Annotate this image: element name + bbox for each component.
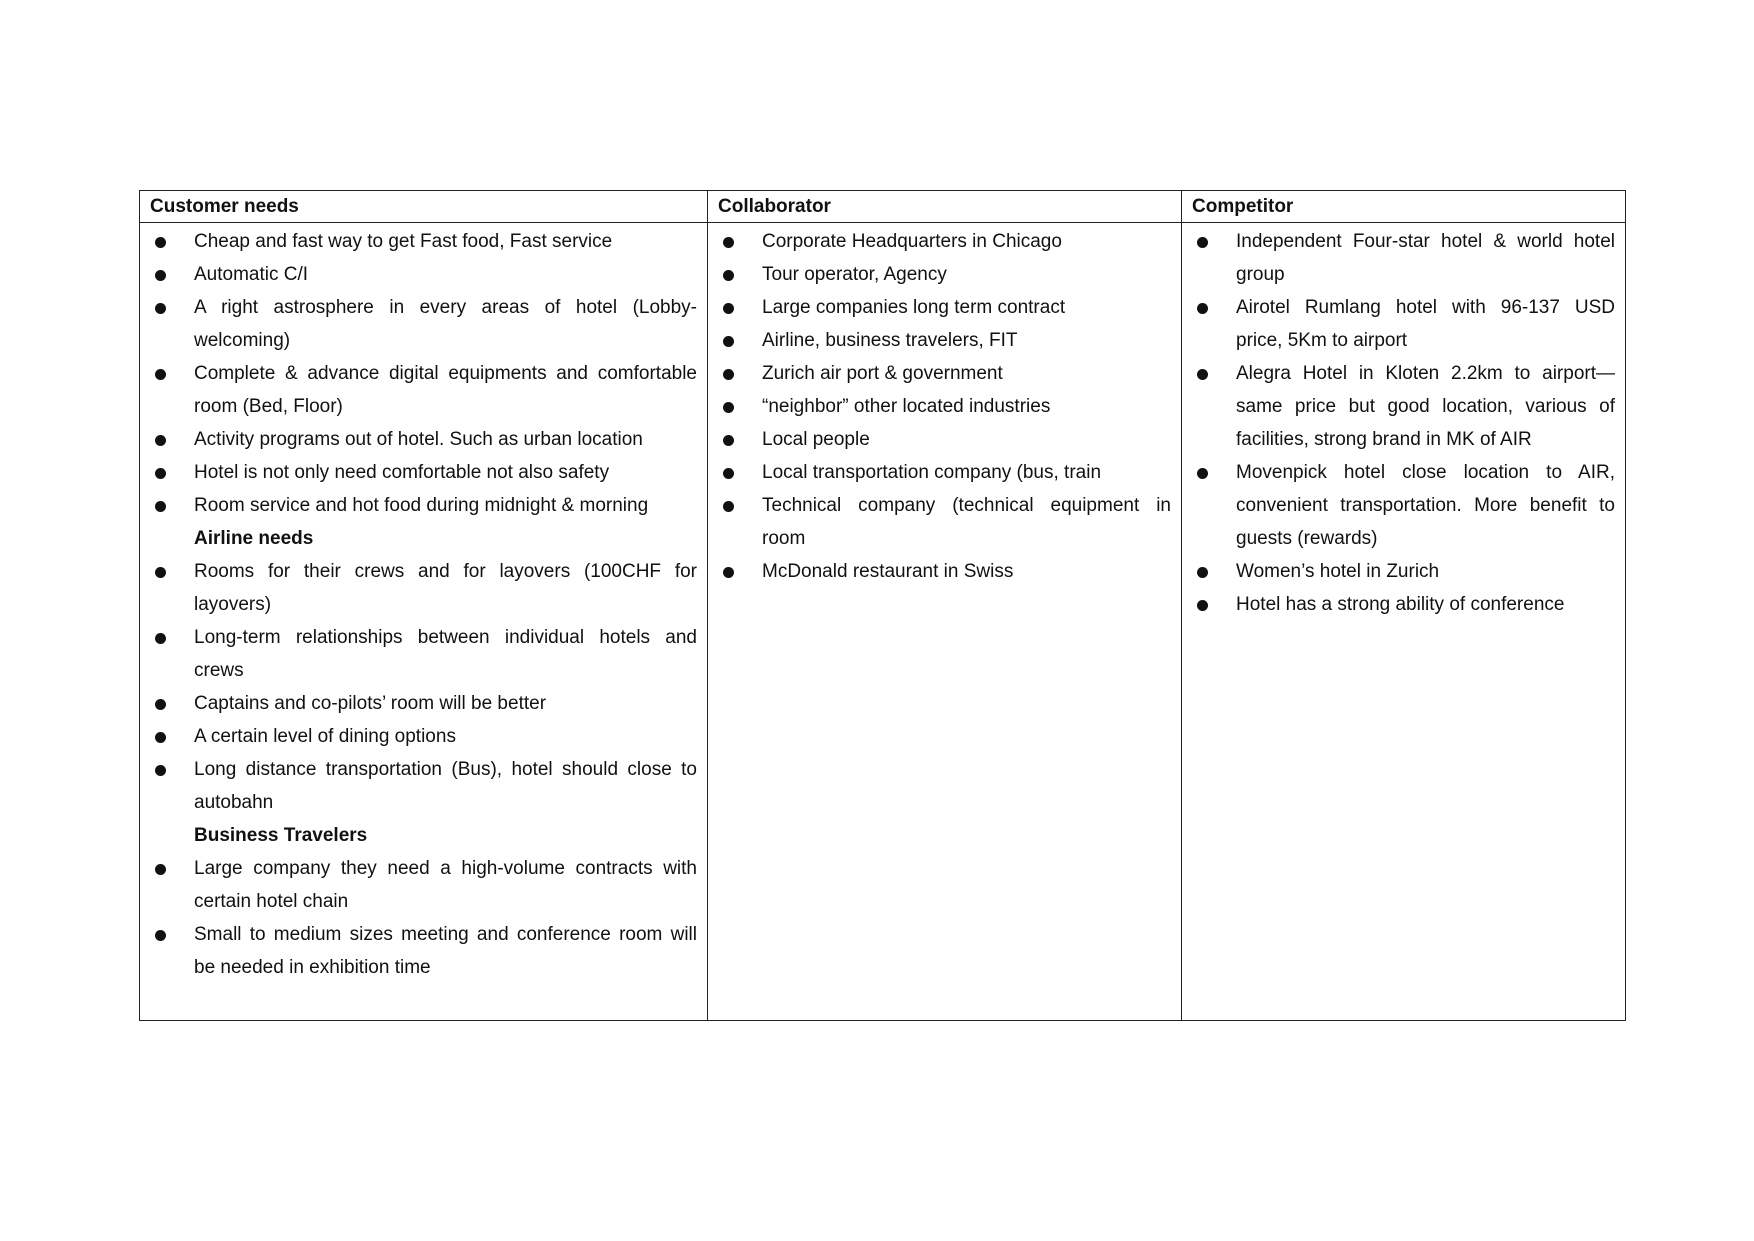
customer-needs-cell	[140, 223, 708, 1021]
list-item: Tour operator, Agency	[718, 258, 1171, 291]
list-item: Cheap and fast way to get Fast food, Fast service	[150, 225, 697, 258]
competitor-list	[1192, 225, 1615, 621]
analysis-table	[139, 190, 1626, 1021]
list-item: Airline, business travelers, FIT	[718, 324, 1171, 357]
list-item: Independent Four-star hotel & world hotel group	[1192, 225, 1615, 291]
list-item: A right astrosphere in every areas of hotel (Lobby-welcoming)	[150, 291, 697, 357]
customer-needs-list	[150, 225, 697, 984]
list-item: Activity programs out of hotel. Such as urban location	[150, 423, 697, 456]
header-collaborator: Collaborator	[708, 191, 1182, 223]
header-competitor: Competitor	[1182, 191, 1626, 223]
list-item: A certain level of dining options	[150, 720, 697, 753]
list-item: Movenpick hotel close location to AIR, convenient transportation. More benefit to guests (rewards)	[1192, 456, 1615, 555]
list-item: Airotel Rumlang hotel with 96-137 USD price, 5Km to airport	[1192, 291, 1615, 357]
list-item: Women’s hotel in Zurich	[1192, 555, 1615, 588]
list-item: Alegra Hotel in Kloten 2.2km to airport—same price but good location, various of facilities, strong brand in MK of AIR	[1192, 357, 1615, 456]
table-body-row	[140, 223, 1626, 1021]
competitor-cell	[1182, 223, 1626, 1021]
header-customer-needs: Customer needs	[140, 191, 708, 223]
collaborator-cell	[708, 223, 1182, 1021]
list-item: Large company they need a high-volume contracts with certain hotel chain	[150, 852, 697, 918]
list-item: Technical company (technical equipment in room	[718, 489, 1171, 555]
list-item: McDonald restaurant in Swiss	[718, 555, 1171, 588]
list-item: Complete & advance digital equipments and comfortable room (Bed, Floor)	[150, 357, 697, 423]
section-heading: Airline needs	[194, 528, 314, 549]
list-item: Local people	[718, 423, 1171, 456]
list-item: Long distance transportation (Bus), hotel should close to autobahn	[150, 753, 697, 819]
list-item: Zurich air port & government	[718, 357, 1171, 390]
list-item: Rooms for their crews and for layovers (100CHF for layovers)	[150, 555, 697, 621]
list-item: Large companies long term contract	[718, 291, 1171, 324]
section-heading: Business Travelers	[194, 825, 368, 846]
list-item: Small to medium sizes meeting and conference room will be needed in exhibition time	[150, 918, 697, 984]
list-item: Automatic C/I	[150, 258, 697, 291]
list-item: Captains and co-pilots’ room will be better	[150, 687, 697, 720]
list-item: Room service and hot food during midnight & morning	[150, 489, 697, 522]
collaborator-list	[718, 225, 1171, 588]
list-item: Local transportation company (bus, train	[718, 456, 1171, 489]
list-item: “neighbor” other located industries	[718, 390, 1171, 423]
list-item: Long-term relationships between individual hotels and crews	[150, 621, 697, 687]
table-header-row	[140, 191, 1626, 223]
list-item: Hotel is not only need comfortable not also safety	[150, 456, 697, 489]
list-item: Hotel has a strong ability of conference	[1192, 588, 1615, 621]
list-item: Corporate Headquarters in Chicago	[718, 225, 1171, 258]
